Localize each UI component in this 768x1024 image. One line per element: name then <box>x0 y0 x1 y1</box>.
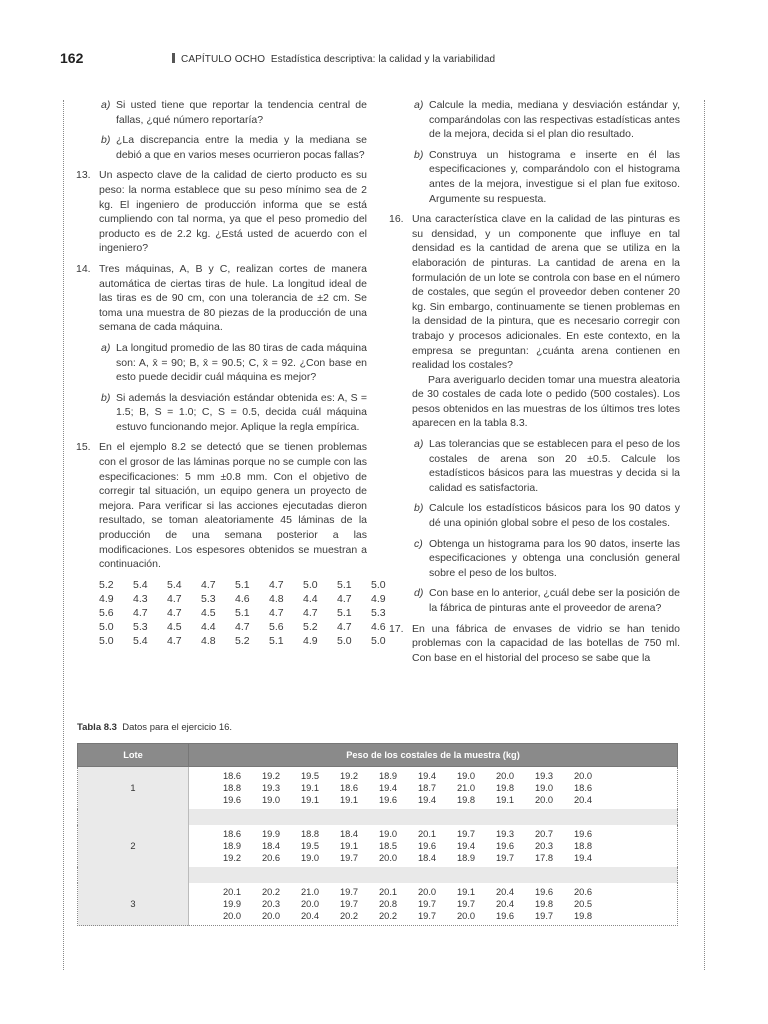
weight-value: 19.1 <box>301 783 320 793</box>
thickness-value: 5.4 <box>133 578 148 591</box>
weights-cell <box>189 883 678 926</box>
weight-value: 20.0 <box>418 887 437 897</box>
table-caption-text: Datos para el ejercicio 16. <box>122 722 233 733</box>
weight-value: 19.6 <box>574 829 593 839</box>
weight-value: 19.7 <box>340 887 359 897</box>
thickness-data-grid <box>76 578 386 648</box>
weight-value: 19.8 <box>457 795 476 805</box>
exercise-16-a <box>389 437 680 495</box>
thickness-value: 5.2 <box>99 578 114 591</box>
weight-value: 19.4 <box>457 841 476 851</box>
table-row <box>78 825 678 867</box>
table-body <box>78 767 678 926</box>
exercise-16-paragraph: Para averiguarlo deciden tomar una muestra aleatoria de 30 costales de cada lote o pedido (500 costales). Los pesos obtenidos en las muestras de los últimos tres lotes aparecen en la tabla 8.3. <box>412 373 680 430</box>
weight-value: 19.0 <box>301 853 320 863</box>
thickness-value: 4.7 <box>337 592 352 605</box>
lote-cell: 3 <box>78 883 189 926</box>
thickness-value: 5.6 <box>269 620 284 633</box>
weight-value: 21.0 <box>457 783 476 793</box>
running-head <box>172 53 495 65</box>
weight-value: 20.6 <box>262 853 281 863</box>
thickness-value: 4.7 <box>235 620 250 633</box>
weight-value: 20.0 <box>262 911 281 921</box>
weight-value: 19.7 <box>496 853 515 863</box>
chapter-title: Estadística descriptiva: la calidad y la variabilidad <box>270 54 496 65</box>
weight-value: 19.7 <box>418 911 437 921</box>
weight-value: 20.4 <box>574 795 593 805</box>
thickness-value: 5.0 <box>99 634 114 647</box>
header-bar-mark <box>172 53 175 63</box>
right-column <box>389 98 680 671</box>
subitem-label: b) <box>414 148 424 161</box>
thickness-value: 4.5 <box>167 620 182 633</box>
weight-value: 18.4 <box>418 853 437 863</box>
weight-value: 20.0 <box>457 911 476 921</box>
thickness-value: 4.7 <box>201 578 216 591</box>
table-row <box>78 767 678 810</box>
thickness-value: 5.2 <box>235 634 250 647</box>
weight-value: 19.6 <box>379 795 398 805</box>
weight-value: 18.6 <box>340 783 359 793</box>
exercise-text: Una característica clave en la calidad de las pinturas es su densidad, y un componente que influye en tal densidad es la cantidad de arena que se utiliza en la elaboración de pinturas. La cantidad de arena en la formulación de un lote se controla con base en el número de costales, que según el proveedor deben contener 20 kg. Sin embargo, continuamente se tienen problemas en la densidad de la pintura, que es necesario corregir con trabajo y procesos adicionales. En este contexto, en la empresa se preguntan: ¿cuánta arena contienen en realidad los costales? <box>412 213 680 372</box>
weight-value: 19.9 <box>262 829 281 839</box>
exercise-16-c <box>389 537 680 581</box>
weight-value: 19.4 <box>574 853 593 863</box>
weight-value: 18.9 <box>223 841 242 851</box>
weight-value: 19.0 <box>457 771 476 781</box>
column-header-peso: Peso de los costales de la muestra (kg) <box>189 744 678 767</box>
weight-value: 20.0 <box>535 795 554 805</box>
thickness-value: 4.7 <box>269 606 284 619</box>
exercise-14 <box>76 262 367 335</box>
weight-value: 18.8 <box>223 783 242 793</box>
weight-value: 20.4 <box>301 911 320 921</box>
weight-value: 19.4 <box>418 795 437 805</box>
weight-value: 20.6 <box>574 887 593 897</box>
weight-value: 19.1 <box>496 795 515 805</box>
exercise-text: En una fábrica de envases de vidrio se han tenido problemas con la capacidad de las botellas de 750 ml. Con base en el historial del proceso se sabe que la <box>412 622 680 664</box>
thickness-value: 4.9 <box>99 592 114 605</box>
weight-value: 20.4 <box>496 899 515 909</box>
subitem-a <box>76 98 367 127</box>
thickness-value: 4.8 <box>201 634 216 647</box>
thickness-value: 5.2 <box>303 620 318 633</box>
weight-value: 18.4 <box>262 841 281 851</box>
weight-value: 19.2 <box>223 853 242 863</box>
thickness-value: 4.9 <box>371 592 386 605</box>
thickness-value: 5.0 <box>337 634 352 647</box>
subitem-label: a) <box>101 341 111 354</box>
weight-value: 19.0 <box>535 783 554 793</box>
subitem-label: b) <box>414 502 424 515</box>
subitem-b <box>76 133 367 162</box>
weight-value: 19.7 <box>418 899 437 909</box>
thickness-value: 4.7 <box>303 606 318 619</box>
weight-value: 19.6 <box>496 911 515 921</box>
weight-value: 19.6 <box>223 795 242 805</box>
thickness-value: 5.4 <box>133 634 148 647</box>
subitem-label: a) <box>414 438 424 451</box>
weight-value: 19.0 <box>379 829 398 839</box>
subitem-b <box>389 148 680 206</box>
exercise-16-d <box>389 586 680 615</box>
thickness-value: 5.1 <box>337 606 352 619</box>
thickness-value: 4.8 <box>269 592 284 605</box>
subitem-label: c) <box>414 537 423 550</box>
weight-value: 21.0 <box>301 887 320 897</box>
thickness-value: 4.6 <box>235 592 250 605</box>
subitem-text: Calcule la media, mediana y desviación estándar y, comparándolas con las respectivas estadísticas antes de la mejora, decida si el plan dio resultado. <box>429 99 680 141</box>
weight-value: 19.1 <box>301 795 320 805</box>
thickness-value: 5.0 <box>371 634 386 647</box>
weight-value: 20.4 <box>496 887 515 897</box>
page-number: 162 <box>60 50 84 66</box>
subitem-label: b) <box>101 134 111 147</box>
thickness-value: 4.7 <box>167 634 182 647</box>
weight-value: 20.1 <box>223 887 242 897</box>
weight-value: 19.1 <box>457 887 476 897</box>
weight-value: 20.3 <box>262 899 281 909</box>
weight-value: 20.2 <box>379 911 398 921</box>
subitem-text: Calcule los estadísticos básicos para los 90 datos y dé una opinión global sobre el peso de los costales. <box>429 502 680 530</box>
weight-value: 19.0 <box>262 795 281 805</box>
weight-value: 18.8 <box>574 841 593 851</box>
thickness-value: 4.7 <box>337 620 352 633</box>
subitem-label: a) <box>414 99 424 111</box>
thickness-value: 5.0 <box>99 620 114 633</box>
weight-value: 20.7 <box>535 829 554 839</box>
thickness-value: 4.7 <box>269 578 284 591</box>
subitem-text: Construya un histograma e inserte en él las especificaciones y, comparándolo con el histograma antes de la mejora, investigue si el plan fue exitoso. Argumente su respuesta. <box>429 148 680 205</box>
weight-value: 19.1 <box>340 795 359 805</box>
subitem-text: Si usted tiene que reportar la tendencia central de fallas, ¿qué número reportaría? <box>116 99 367 126</box>
subitem-text: ¿La discrepancia entre la media y la mediana se debió a que en varios meses ocurrieron pocas fallas? <box>116 134 367 161</box>
exercise-13 <box>76 168 367 256</box>
thickness-value: 5.1 <box>235 578 250 591</box>
thickness-value: 4.4 <box>201 620 216 633</box>
thickness-value: 4.5 <box>201 606 216 619</box>
exercise-14-b <box>76 391 367 435</box>
exercise-15 <box>76 440 367 571</box>
weight-value: 19.7 <box>457 899 476 909</box>
weight-value: 18.4 <box>340 829 359 839</box>
weight-value: 18.8 <box>301 829 320 839</box>
lote-cell: 2 <box>78 825 189 867</box>
subitem-text: Las tolerancias que se establecen para el peso de los costales de arena son 20 ±0.5. Calcule los estadísticos básicos para las muestras y decida si la calidad es satisfactoria. <box>429 438 680 494</box>
table-spacer-row <box>78 867 678 883</box>
table-caption-label: Tabla 8.3 <box>77 722 117 733</box>
table-row <box>78 883 678 926</box>
weight-value: 20.2 <box>262 887 281 897</box>
weight-value: 20.0 <box>301 899 320 909</box>
weight-value: 19.3 <box>262 783 281 793</box>
subitem-a <box>389 98 680 142</box>
left-margin-rule <box>63 100 64 970</box>
weight-value: 19.8 <box>574 911 593 921</box>
weight-value: 19.4 <box>418 771 437 781</box>
weight-value: 20.0 <box>379 853 398 863</box>
lote-cell: 1 <box>78 767 189 810</box>
weight-value: 19.2 <box>262 771 281 781</box>
weight-value: 19.4 <box>379 783 398 793</box>
weight-value: 19.5 <box>301 841 320 851</box>
exercise-text: En el ejemplo 8.2 se detectó que se tienen problemas con el grosor de las láminas porque no se cumple con las especificaciones: 5 mm ±0.8 mm. Con el objetivo de corregir tal situación, un equipo genera un proyecto de mejora. Para verificar si las acciones ejecutadas dieron resultado, se toman aleatoriamente 45 láminas de la producción de una semana posterior a las modificaciones. Los espesores obtenidos se muestran a continuación. <box>99 441 367 571</box>
column-header-lote: Lote <box>78 744 189 767</box>
weight-value: 19.3 <box>535 771 554 781</box>
weight-value: 18.9 <box>379 771 398 781</box>
weight-value: 18.6 <box>223 771 242 781</box>
thickness-value: 5.0 <box>371 578 386 591</box>
thickness-value: 4.3 <box>133 592 148 605</box>
subitem-text: Si además la desviación estándar obtenida es: A, S = 1.5; B, S = 1.0; C, S = 0.5, decida cuál máquina estuvo funcionando mejor. Aplique la regla empírica. <box>116 391 367 433</box>
table-spacer-row <box>78 809 678 825</box>
thickness-value: 4.6 <box>371 620 386 633</box>
subitem-label: a) <box>101 99 111 111</box>
weights-cell <box>189 767 678 810</box>
exercise-number: 14. <box>76 262 91 275</box>
weight-value: 19.6 <box>418 841 437 851</box>
weight-value: 19.8 <box>496 783 515 793</box>
weight-value: 19.6 <box>496 841 515 851</box>
thickness-value: 5.4 <box>167 578 182 591</box>
thickness-value: 4.7 <box>167 606 182 619</box>
chapter-label: CAPÍTULO OCHO <box>181 54 266 65</box>
weight-value: 19.7 <box>340 899 359 909</box>
weight-value: 18.7 <box>418 783 437 793</box>
weight-value: 19.9 <box>223 899 242 909</box>
exercise-16-b <box>389 501 680 530</box>
weight-value: 17.8 <box>535 853 554 863</box>
subitem-label: b) <box>101 391 111 404</box>
weight-value: 19.6 <box>535 887 554 897</box>
thickness-value: 5.0 <box>303 578 318 591</box>
table-caption <box>77 722 232 733</box>
weights-table <box>77 743 678 926</box>
weight-value: 20.2 <box>340 911 359 921</box>
weight-value: 20.8 <box>379 899 398 909</box>
weight-value: 19.3 <box>496 829 515 839</box>
subitem-text: Obtenga un histograma para los 90 datos, inserte las especificaciones y obtenga una conclusión general sobre el peso de los bultos. <box>429 537 680 579</box>
thickness-value: 4.7 <box>167 592 182 605</box>
weight-value: 20.0 <box>496 771 515 781</box>
exercise-number: 15. <box>76 441 91 454</box>
weight-value: 20.1 <box>418 829 437 839</box>
thickness-value: 5.3 <box>133 620 148 633</box>
thickness-value: 4.7 <box>133 606 148 619</box>
weight-value: 20.0 <box>223 911 242 921</box>
thickness-value: 4.9 <box>303 634 318 647</box>
right-margin-rule <box>704 100 705 970</box>
weights-cell <box>189 825 678 867</box>
exercise-14-a <box>76 341 367 385</box>
weight-value: 19.7 <box>535 911 554 921</box>
thickness-value: 5.3 <box>371 606 386 619</box>
weight-value: 19.1 <box>340 841 359 851</box>
weight-value: 20.0 <box>574 771 593 781</box>
exercise-16 <box>389 212 680 373</box>
thickness-value: 5.1 <box>269 634 284 647</box>
weight-value: 18.6 <box>574 783 593 793</box>
weight-value: 20.3 <box>535 841 554 851</box>
weight-value: 18.6 <box>223 829 242 839</box>
exercise-17 <box>389 622 680 666</box>
weight-value: 19.8 <box>535 899 554 909</box>
thickness-value: 5.1 <box>337 578 352 591</box>
weight-value: 19.5 <box>301 771 320 781</box>
exercise-number: 17. <box>389 622 404 635</box>
weight-value: 20.5 <box>574 899 593 909</box>
weight-value: 20.1 <box>379 887 398 897</box>
weight-value: 18.5 <box>379 841 398 851</box>
thickness-value: 5.6 <box>99 606 114 619</box>
exercise-number: 16. <box>389 213 404 226</box>
left-column <box>76 98 386 648</box>
thickness-value: 5.1 <box>235 606 250 619</box>
weight-value: 19.7 <box>457 829 476 839</box>
subitem-label: d) <box>414 587 424 600</box>
subitem-text: La longitud promedio de las 80 tiras de cada máquina son: A, x̄ = 90; B, x̄ = 90.5; C, x̄ = 92. ¿Con base en esto puede decidir cuál máquina es mejor? <box>116 341 367 384</box>
weight-value: 19.7 <box>340 853 359 863</box>
weight-value: 19.2 <box>340 771 359 781</box>
thickness-value: 5.3 <box>201 592 216 605</box>
exercise-text: Tres máquinas, A, B y C, realizan cortes de manera automática de ciertas tiras de hule. La longitud ideal de las tiras es de 90 cm, con una tolerancia de ±2 cm. Se toma una muestra de 80 piezas de la producción de una semana de cada máquina. <box>99 262 367 334</box>
subitem-text: Con base en lo anterior, ¿cuál debe ser la posición de la fábrica de pinturas ante el proveedor de arena? <box>429 587 680 614</box>
exercise-number: 13. <box>76 169 91 182</box>
thickness-value: 4.4 <box>303 592 318 605</box>
weight-value: 18.9 <box>457 853 476 863</box>
exercise-text: Un aspecto clave de la calidad de cierto producto es su peso: la norma establece que su peso mínimo sea de 2 kg. El ingeniero de producción informa que se está cumpliendo con tal norma, ya que el peso promedio del producto es de 2.2 kg. ¿Está usted de acuerdo con el ingeniero? <box>99 169 367 255</box>
